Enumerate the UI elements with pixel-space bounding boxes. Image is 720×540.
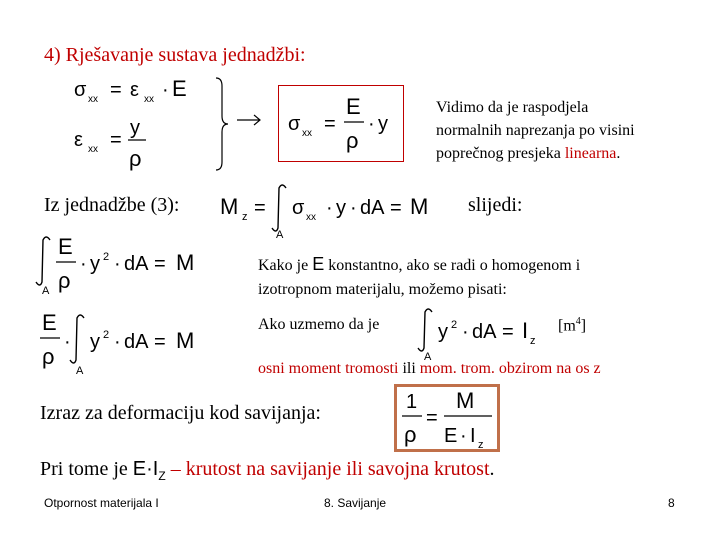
footer-chapter: 8. Savijanje: [324, 496, 387, 510]
flexural-stiffness-text: krutost na savijanje ili savojna krutost: [185, 458, 490, 480]
deformation-label: Izraz za deformaciju kod savijanja:: [40, 402, 321, 424]
math-dA: dA: [124, 331, 149, 353]
slide-title: 4) Rješavanje sustava jednadžbi:: [44, 44, 306, 66]
linear-highlight: linearna: [564, 145, 617, 162]
math-A-sub: A: [76, 365, 84, 377]
math-one: 1: [406, 391, 418, 413]
footer-course: Otpornost materijala I: [44, 496, 159, 510]
math-rho: ρ: [129, 146, 142, 171]
math-z-sub: z: [530, 335, 536, 347]
math-M: M: [410, 194, 429, 219]
math-y: y: [90, 331, 100, 353]
math-A-sub: A: [276, 229, 284, 241]
math-xx-sub: xx: [144, 94, 154, 105]
note-line: [436, 142, 635, 165]
math-exp-2: 2: [103, 329, 110, 341]
math-dot: ·: [462, 321, 469, 343]
math-A-sub: A: [424, 351, 432, 363]
from-equation-label: Iz jednadžbe (3):: [44, 194, 180, 216]
note-text: poprečnog presjeka: [436, 145, 565, 162]
brace-icon: [216, 78, 228, 170]
sigma-result-equation: [284, 88, 402, 160]
math-xx-sub: xx: [302, 128, 312, 139]
integral-equation-1: [36, 232, 216, 296]
math-y: y: [336, 197, 346, 219]
math-E: E: [58, 234, 73, 259]
math-epsilon: ε: [130, 79, 139, 101]
follows-label: slijedi:: [468, 194, 523, 216]
math-equals: =: [154, 331, 166, 353]
math-y: y: [378, 113, 388, 135]
constant-note: [258, 252, 580, 302]
math-equals: =: [502, 321, 514, 343]
note-line: izotropnom materijalu, možemo pisati:: [258, 281, 507, 298]
math-equals: =: [426, 407, 438, 429]
math-xx-sub: xx: [88, 144, 98, 155]
math-dot: ·: [368, 113, 375, 135]
math-z-sub: z: [478, 439, 484, 451]
note-line: Kako je E konstantno, ako se radi o homogenom i: [258, 254, 581, 274]
integral-equation-2: [40, 310, 220, 378]
integral-icon: [418, 309, 432, 351]
linear-distribution-note: [436, 96, 635, 165]
math-M: M: [220, 194, 239, 219]
math-sigma: σ: [288, 113, 301, 135]
math-E: E: [132, 458, 147, 480]
integral-icon: [36, 237, 50, 285]
axial-moment-text: osni moment tromosti: [258, 360, 399, 377]
math-equals: =: [324, 113, 336, 135]
math-y: y: [90, 253, 100, 275]
math-M: M: [176, 328, 195, 353]
math-xx-sub: xx: [88, 94, 98, 105]
moment-of-inertia-equation: [418, 306, 548, 363]
math-equals: =: [110, 79, 122, 101]
math-sigma: σ: [292, 197, 305, 219]
math-dot: ·: [80, 253, 87, 275]
math-I: I: [470, 425, 476, 447]
math-exp-2: 2: [103, 251, 110, 263]
math-equals: =: [154, 253, 166, 275]
math-equals: =: [390, 197, 402, 219]
integral-icon: [70, 315, 84, 363]
math-equals: =: [254, 197, 266, 219]
stiffness-line: Pri tome je $E\cdot I_Z$ – krutost na savijanje ili savojna krutost.: [40, 458, 495, 483]
note-line: normalnih naprezanja po visini: [436, 122, 635, 139]
math-y: y: [130, 117, 140, 139]
math-rho: ρ: [346, 128, 359, 153]
page-number: 8: [668, 496, 675, 510]
math-E: E: [42, 310, 57, 335]
math-equals: =: [110, 129, 122, 151]
math-E: E: [346, 94, 361, 119]
curvature-equation: [400, 388, 496, 450]
note-line: Vidimo da je raspodjela: [436, 99, 589, 116]
equation-system: [66, 74, 236, 174]
moment-description: osni moment tromosti ili mom. trom. obzirom na os z: [258, 360, 601, 377]
integral-icon: [272, 185, 286, 231]
math-dot: ·: [326, 197, 333, 219]
math-sigma: σ: [74, 79, 87, 101]
math-dot: ·: [350, 197, 357, 219]
math-dot: ·: [460, 425, 467, 447]
math-A-sub: A: [42, 285, 50, 297]
math-dot: ·: [64, 331, 71, 353]
math-dA: dA: [360, 197, 385, 219]
math-epsilon: ε: [74, 129, 83, 151]
math-y: y: [438, 321, 448, 343]
math-dot: ·: [114, 331, 121, 353]
math-z-sub: z: [242, 211, 248, 223]
math-M: M: [456, 388, 475, 413]
math-exp-2: 2: [451, 319, 458, 331]
math-E: E: [172, 76, 187, 101]
math-rho: ρ: [42, 344, 55, 369]
moment-equation: [218, 182, 448, 240]
math-E: E: [312, 254, 325, 274]
period: .: [616, 145, 621, 162]
math-E: E: [444, 425, 458, 447]
unit-label: $[m^4]$: [558, 316, 587, 335]
math-xx-sub: xx: [306, 212, 316, 223]
math-I: I: [522, 318, 529, 343]
math-dot: ·: [114, 253, 121, 275]
math-M: M: [176, 250, 195, 275]
arrow-icon: [235, 110, 265, 130]
math-I: I: [152, 458, 159, 480]
math-rho: ρ: [58, 268, 71, 293]
math-dA: dA: [124, 253, 149, 275]
moment-about-z-text: mom. trom. obzirom na os z: [419, 360, 601, 377]
math-rho: ρ: [404, 422, 417, 447]
assumption-label: Ako uzmemo da je: [258, 316, 380, 333]
math-dot: ·: [162, 79, 169, 101]
math-dA: dA: [472, 321, 497, 343]
